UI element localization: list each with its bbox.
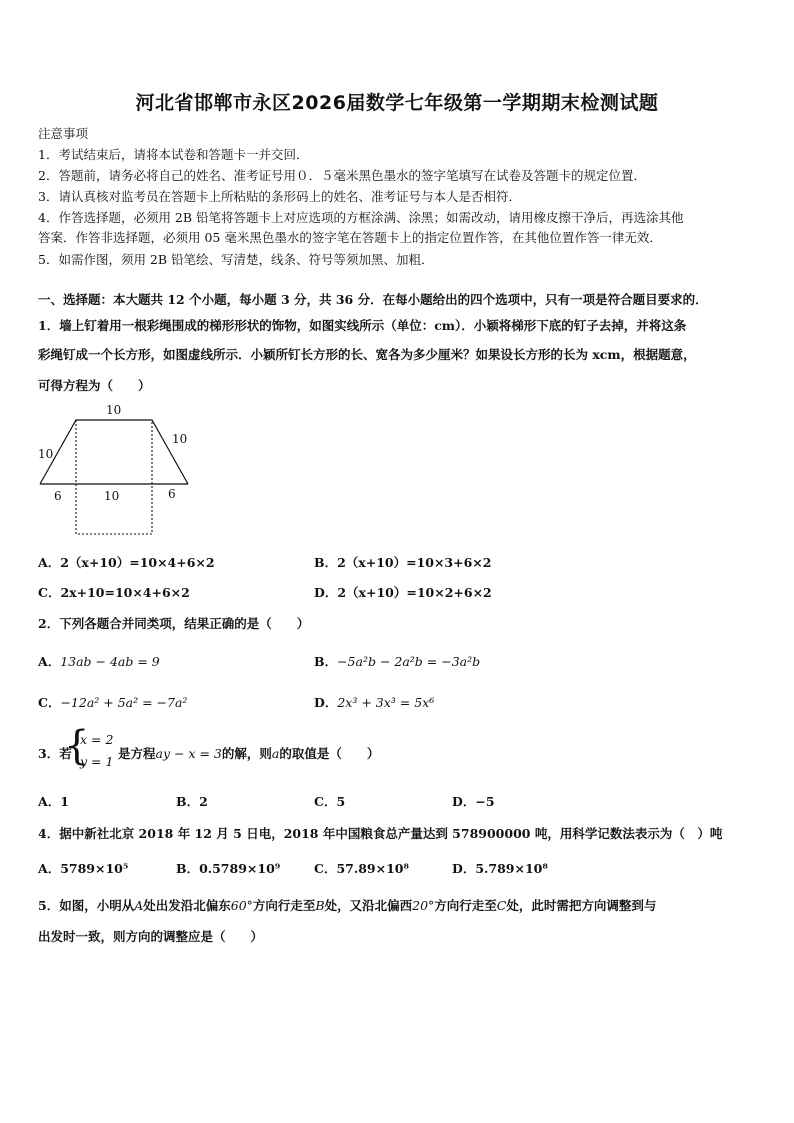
q4-stem: 4．据中新社北京 2018 年 12 月 5 日电，2018 年中国粮食总产量达到 578900000 吨，用科学记数法表示为（ ）吨 — [38, 826, 723, 841]
q2-option-d: D．2x³ + 3x³ = 5x⁶ — [314, 695, 435, 710]
q2-option-a: A．13ab − 4ab = 9 — [38, 654, 160, 669]
q3-sys-line-1: x = 2 — [80, 732, 114, 747]
q5-stem-2: 出发时一致，则方向的调整应是（ ） — [38, 929, 264, 944]
q3-equation-system — [64, 723, 124, 772]
q3-option-a: A．1 — [38, 794, 69, 809]
page-title: 河北省邯郸市永区2026届数学七年级第一学期期末检测试题 — [135, 92, 659, 114]
q3-sys-line-2: y = 1 — [80, 754, 114, 769]
label-right: 10 — [172, 432, 188, 446]
label-top: 10 — [106, 403, 122, 417]
q2-stem: 2．下列各题合并同类项，结果正确的是（ ） — [38, 616, 310, 631]
label-bottom-right: 6 — [168, 487, 176, 501]
q4-option-d: D．5.789×10⁸ — [452, 861, 548, 876]
q4-option-b: B．0.5789×10⁹ — [176, 861, 281, 876]
rectangle-dashed-outline — [76, 420, 152, 534]
q1-option-b: B．2（x+10）=10×3+6×2 — [314, 555, 492, 570]
q2-option-b: B．−5a²b − 2a²b = −3a²b — [314, 654, 481, 669]
q1-option-c: C．2x+10=10×4+6×2 — [38, 585, 190, 600]
q3-stem: 是方程ay − x = 3的解，则a的取值是（ ） — [118, 746, 380, 761]
label-bottom-mid: 10 — [104, 489, 120, 503]
section-1-heading: 一、选择题：本大题共 12 个小题，每小题 3 分，共 36 分．在每小题给出的四个选项中，只有一项是符合题目要求的． — [38, 292, 708, 307]
q1-stem-3: 可得方程为（ ） — [38, 378, 151, 393]
q1-option-a: A．2（x+10）=10×4+6×2 — [38, 555, 215, 570]
q1-trapezoid-figure — [30, 398, 220, 540]
trapezoid-solid-outline — [40, 420, 188, 484]
q1-stem-2: 彩绳钉成一个长方形，如图虚线所示．小颖所钉长方形的长、宽各为多少厘米？如果设长方形的长为 xcm，根据题意， — [38, 347, 696, 362]
notice-item-5: 5．如需作图，须用 2B 铅笔绘、写清楚，线条、符号等须加黑、加粗． — [38, 252, 434, 267]
notice-item-4: 4．作答选择题，必须用 2B 铅笔将答题卡上对应选项的方框涂满、涂黑；如需改动，请用橡皮擦干净后，再选涂其他 — [38, 210, 684, 225]
q3-option-c: C．5 — [314, 794, 346, 809]
notice-item-4-cont: 答案．作答非选择题，必须用 05 毫米黑色墨水的签字笔在答题卡上的指定位置作答，在其他位置作答一律无效． — [38, 230, 662, 245]
notice-heading: 注意事项 — [38, 126, 89, 141]
notice-item-1: 1．考试结束后，请将本试卷和答题卡一并交回． — [38, 147, 309, 162]
q1-option-d: D．2（x+10）=10×2+6×2 — [314, 585, 492, 600]
notice-item-3: 3．请认真核对监考员在答题卡上所粘贴的条形码上的姓名、准考证号与本人是否相符． — [38, 189, 521, 204]
q3-option-b: B．2 — [176, 794, 208, 809]
q1-stem-1: 1．墙上钉着用一根彩绳围成的梯形形状的饰物，如图实线所示（单位：cm）．小颖将梯形下底的钉子去掉，并将这条 — [38, 318, 687, 333]
q5-stem-1: 5．如图，小明从A处出发沿北偏东60°方向行走至B处，又沿北偏西20°方向行走至C处，此时需把方向调整到与 — [38, 898, 657, 913]
q4-option-a: A．5789×10⁵ — [38, 861, 129, 876]
q2-option-c: C．−12a² + 5a² = −7a² — [38, 695, 188, 710]
brace-icon: { — [64, 723, 90, 769]
label-bottom-left: 6 — [54, 489, 62, 503]
q3-prefix: 3．若 — [38, 746, 72, 761]
notice-item-2: 2．答题前，请务必将自己的姓名、准考证号用０．５毫米黑色墨水的签字笔填写在试卷及答题卡的规定位置． — [38, 168, 646, 183]
label-left: 10 — [38, 447, 54, 461]
q4-option-c: C．57.89×10⁸ — [314, 861, 409, 876]
q3-option-d: D．−5 — [452, 794, 495, 809]
